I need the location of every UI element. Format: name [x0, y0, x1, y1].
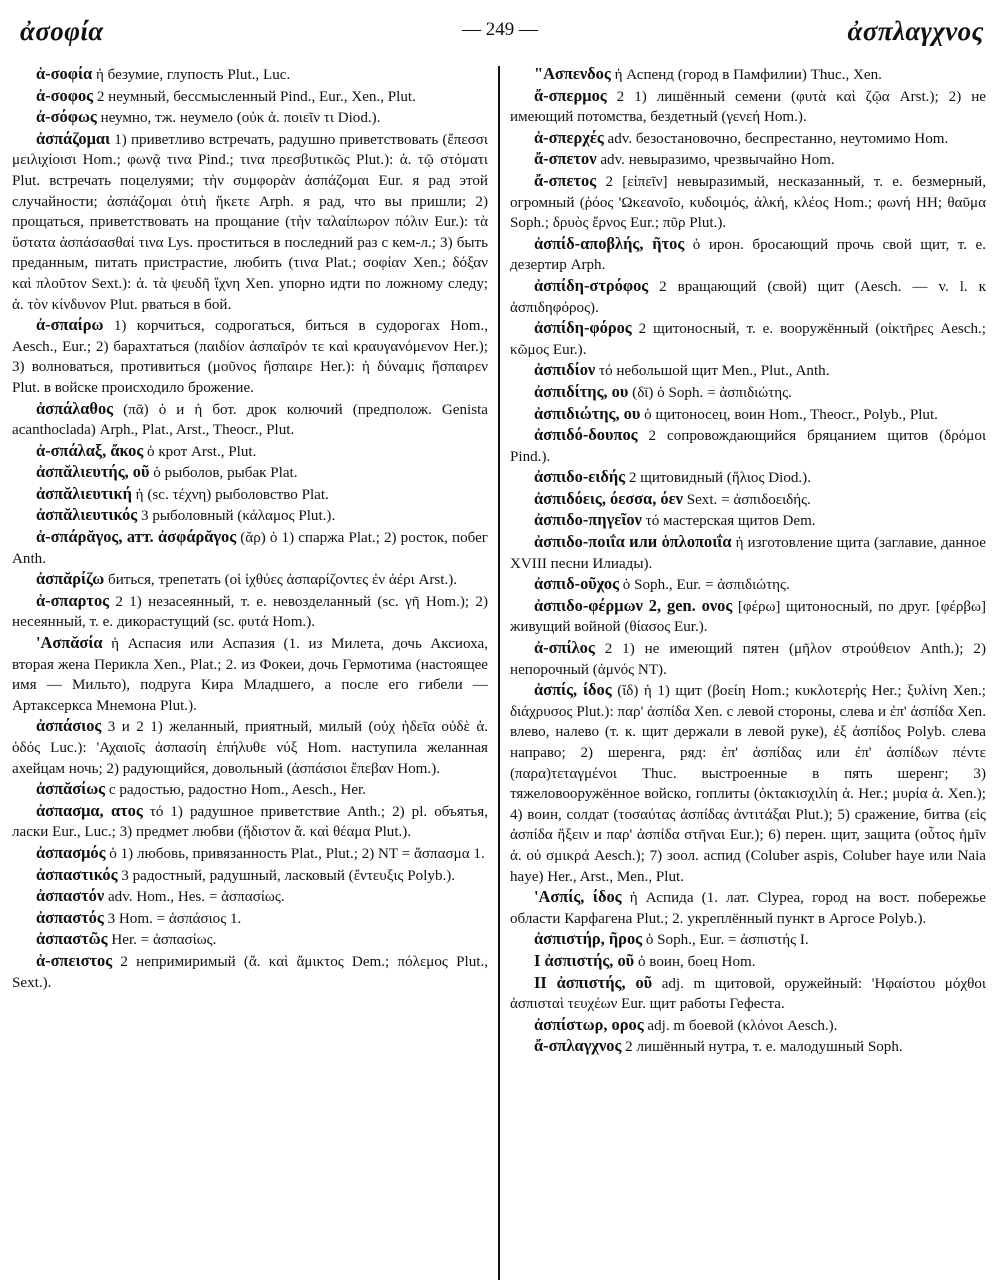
- dictionary-entry: [510, 128, 986, 150]
- entry-headword: II ἀσπιστής, οῦ: [534, 972, 653, 992]
- right-column: [510, 64, 986, 1282]
- dictionary-entry: [12, 484, 488, 506]
- dictionary-entry: [12, 865, 488, 887]
- dictionary-entry: [12, 951, 488, 993]
- entry-definition: Her. = ἀσπασίως.: [111, 932, 217, 949]
- dictionary-entry: [510, 574, 986, 596]
- dictionary-entry: [510, 638, 986, 680]
- entry-definition: ὁ Soph., Eur. = ἀσπιδιώτης.: [622, 577, 790, 594]
- entry-headword: ἀσπιδο-πηγεῖον: [534, 510, 642, 530]
- dictionary-entry: [12, 399, 488, 441]
- entry-headword: ἀσπᾰρίζω: [36, 569, 105, 589]
- entry-headword: ἄ-σπετος: [534, 170, 597, 190]
- dictionary-entry: [12, 929, 488, 951]
- dictionary-entry: [510, 680, 986, 887]
- entry-headword: ἀσπᾰλιευτικός: [36, 505, 138, 525]
- dictionary-entry: [510, 489, 986, 511]
- entry-definition: 2 непримиримый (ἄ. καὶ ἄμικτος Dem.; πόλεμος Plut., Sext.).: [12, 953, 488, 991]
- entry-definition: Sext. = ἀσπιδοειδής.: [686, 491, 811, 508]
- entry-definition: adv. невыразимо, чрезвычайно Hom.: [600, 152, 835, 169]
- entry-definition: ὁ крот Arst., Plut.: [147, 443, 257, 460]
- entry-definition: adj. m щитовой, оружейный: 'Ηφαίστου μόχθοι ἀσπισταὶ τευχέων Eur. щит работы Гефеста.: [510, 975, 986, 1013]
- header-left-guide-word: ἀσοφία: [20, 16, 104, 46]
- dictionary-entry: [510, 1015, 986, 1037]
- page-number: — 249 —: [462, 19, 538, 40]
- dictionary-entry: [510, 360, 986, 382]
- dictionary-entry: [510, 532, 986, 574]
- entry-headword: "Ασπενδος: [534, 64, 611, 83]
- entry-headword: ἀσπιδίον: [534, 360, 596, 380]
- dictionary-entry: [510, 887, 986, 929]
- entry-definition: ὁ ирон. бросающий прочь свой щит, т. е. дезертир Arph.: [510, 236, 986, 274]
- dictionary-entry: [510, 86, 986, 128]
- entry-definition: 2 [εἰπεῖν] невыразимый, несказанный, т. е. безмерный, огромный (ῥόος 'Ωκεανοῖο, κυδοιμός, ἀλκή, κλέος Hom.; φωνή HH; θαῦμα Soph.; δρυὸς ἔρνος Eur.; πῦρ Plut.).: [510, 173, 986, 232]
- entry-definition: ὁ Soph., Eur. = ἀσπιστής I.: [645, 932, 809, 949]
- entry-headword: I ἀσπιστής, οῦ: [534, 950, 635, 970]
- entry-definition: ἡ безумие, глупость Plut., Luc.: [95, 67, 291, 83]
- left-column: [12, 64, 488, 1282]
- entry-definition: [φέρω] щитоносный, по друг. [φέρβω] живущий войной (θίασος Eur.).: [510, 598, 986, 636]
- entry-headword: ἀσπᾰσίως: [36, 779, 106, 799]
- entry-definition: τό мастерская щитов Dem.: [645, 513, 816, 530]
- entry-definition: τό небольшой щит Men., Plut., Anth.: [599, 363, 830, 380]
- entry-headword: ἀσπιστήρ, ῆρος: [534, 929, 643, 949]
- entry-definition: (ῐδ) ἡ 1) щит (βοείη Hom.; κυκλοτερής Her.; ξυλίνη Xen.; διάχρυσος Plut.): παρ' ἀσπίδα Xen. с левой стороны, слева и ἐπ' ἀσπίδα Xen. влево, налево (т. к. щит держали в левой руке), ἐξ ἀσπίδος Polyb. слева направо; 2) шеренга, ряд: ἐπ' ἀσπίδας или ἐπ' ἀσπίδων πέντε (παρα)τεταγμένοι Thuc. выстроенные в пять шеренг; 3) тяжеловооружённое войско, гоплиты (ὀκτακισχιλίη ἀ. Her.; μυρία ἀ. Xen.); 4) воин, солдат (τοσαύτας ἀσπίδας ἀντιτάξαι Plut.); 5) сражение, битва (εἰς ἀσπίδα ἥξειν и παρ' ἀσπίδα στῆναι Eur.); 6) перен. щит, защита (οὗτος ἡμῖν ἀ. οὐ σμικρά Aesch.); 7) зоол. аспид (Coluber aspis, Coluber haye или Naia haye) Her., Arst., Men., Plut.: [510, 683, 986, 885]
- entry-headword: ἀ-σπάλαξ, ἄκος: [36, 440, 144, 460]
- entry-definition: adv. безостановочно, беспрестанно, неутомимо Hom.: [607, 130, 949, 147]
- entry-headword: ἄ-σπλαγχνος: [534, 1036, 622, 1056]
- dictionary-entry: [510, 1036, 986, 1058]
- entry-headword: ἀσπάζομαι: [36, 128, 111, 148]
- entry-definition: с радостью, радостно Hom., Aesch., Her.: [108, 782, 367, 799]
- entry-headword: ἀσπαστόν: [36, 886, 105, 906]
- dictionary-entry: [12, 462, 488, 484]
- entry-definition: 3 радостный, радушный, ласковый (ἔντευξις Polyb.).: [121, 867, 456, 884]
- entry-headword: ἀσπιδόεις, όεσσα, όεν: [534, 488, 683, 508]
- dictionary-entry: [12, 505, 488, 527]
- entry-headword: ἀσπίστωρ, ορος: [534, 1014, 644, 1034]
- entry-headword: ἀσπασμα, ατος: [36, 800, 143, 820]
- entry-definition: ὁ 1) любовь, привязанность Plat., Plut.; 2) NT = ἄσπασμα 1.: [109, 845, 485, 862]
- entry-headword: ἄ-σπερμος: [534, 85, 607, 105]
- entry-headword: ἀ-σπίλος: [534, 638, 595, 658]
- dictionary-entry: [510, 64, 986, 86]
- entry-headword: 'Ασπᾰσία: [36, 633, 103, 653]
- entry-definition: 2 сопровождающийся бряцанием щитов (δρόμοι Pind.).: [510, 428, 986, 465]
- entry-definition: ἡ (sc. τέχνη) рыболовство Plat.: [135, 486, 329, 503]
- entry-headword: ἀσπιδο-ειδής: [534, 467, 626, 487]
- entry-headword: ἀσπᾰλιευτής, οῦ: [36, 462, 150, 482]
- entry-definition: 2 неумный, бессмысленный Pind., Eur., Xen., Plut.: [96, 88, 416, 105]
- dictionary-entry: [510, 510, 986, 532]
- dictionary-entry: [510, 467, 986, 489]
- entry-definition: (ᾰρ) ὁ 1) спаржа Plat.; 2) росток, побег Anth.: [12, 530, 488, 567]
- dictionary-entry: [12, 886, 488, 908]
- header-right-guide-word: ἀσπλαγχνος: [847, 16, 984, 46]
- entry-headword: ἀσπιδ-οῦχος: [534, 574, 620, 594]
- entry-headword: ἀσπαστός: [36, 907, 104, 927]
- entry-definition: 2 щитоносный, т. е. вооружённый (οἰκτῆρες Aesch.; κῶμος Eur.).: [510, 321, 986, 358]
- dictionary-entry: [12, 527, 488, 569]
- entry-definition: adj. m боевой (κλόνοι Aesch.).: [647, 1017, 838, 1034]
- entry-headword: ἀσπιδο-φέρμων 2, gen. ονος: [534, 595, 733, 615]
- entry-definition: ἡ Аспенд (город в Памфилии) Thuc., Xen.: [614, 67, 882, 83]
- entry-headword: ἀσπιδο-ποιΐα или ὁπλοποιΐα: [534, 532, 732, 552]
- entry-definition: ὁ щитоносец, воин Hom., Theocr., Polyb., Plut.: [644, 406, 938, 423]
- entry-headword: ἀσπίδη-στρόφος: [534, 275, 649, 295]
- entry-definition: 2 1) не имеющий пятен (μῆλον στρούθειον Anth.); 2) непорочный (ἀμνός NT).: [510, 641, 986, 678]
- dictionary-entry: [510, 404, 986, 426]
- page-header: [14, 10, 986, 54]
- entry-headword: ἀσπίς, ίδος: [534, 680, 612, 700]
- entry-definition: неумно, тж. неумело (οὐκ ἀ. ποιεῖν τι Diod.).: [100, 110, 381, 127]
- entry-definition: ὁ рыболов, рыбак Plat.: [153, 465, 298, 482]
- entry-definition: 1) корчиться, содрогаться, биться в судорогах Hom., Aesch., Eur.; 2) барахтаться (παιδίον ἀσπαῖρόν τε καὶ κραυγανόμενον Her.); 3) волноваться, противиться (μοῦνος ἤσπαιρε Her.): ἡ δύναμις ἤσπαιρεν Plut. в войске происходило брожение.: [12, 318, 488, 396]
- entry-definition: (δῑ) ὁ Soph. = ἀσπιδιώτης.: [632, 384, 792, 401]
- dictionary-entry: [510, 276, 986, 318]
- entry-definition: τό 1) радушное приветствие Anth.; 2) pl. объятья, ласки Eur., Luc.; 3) предмет любви (ἥδιστον ἄ. καὶ θέαμα Plut.).: [12, 803, 488, 841]
- dictionary-entry: [12, 315, 488, 398]
- dictionary-entry: [510, 382, 986, 404]
- entry-headword: ἀσπαστῶς: [36, 929, 108, 949]
- dictionary-entry: [510, 149, 986, 171]
- entry-headword: ἀσπιδιώτης, ου: [534, 403, 641, 423]
- entry-headword: ἀσπάλαθος: [36, 398, 114, 418]
- dictionary-entry: [510, 951, 986, 973]
- entry-definition: ἡ изготовление щита (заглавие, данное XVIII песни Илиады).: [510, 535, 986, 572]
- entry-headword: ἀσπᾰλιευτική: [36, 483, 132, 503]
- entry-headword: ἀ-σπερχές: [534, 127, 604, 147]
- dictionary-entry: [12, 779, 488, 801]
- dictionary-entry: [12, 441, 488, 463]
- dictionary-entry: [12, 908, 488, 930]
- entry-definition: 1) приветливо встречать, радушно приветствовать (ἔπεσσι μειλιχίοισι Hom.; φωνᾷ τινα Pind.; τινα πρεσβυτικῶς Plut.): ἀ. τῷ στόματι Plut. встречать поцелуями; τὴν συμφορὰν ἀσπάζομαι Eur. я рад этой случайности; ἀσπάζομαι ὁτιὴ ἥκετε Arph. я рад, что вы пришли; 2) прощаться, приветствовать на прощание (τὴν ταλαίπωρον πόλιν Eur.): τὰ ὕστατα ἀσπάσασθαί τινα Lys. проститься в последний раз с кем-л.; 3) быть преданным, питать пристрастие, любить (τινα Plat.; σοφίαν Xen.; δόξαν καὶ πλοῦτον Sext.): ἀ. τὰ ψευδῆ ἴχνη Xen. упорно идти по ложному следу; ἀ. τὸν κίνδυνον Plut. рваться в бой.: [12, 131, 488, 313]
- entry-headword: ἀ-σπαρτος: [36, 590, 110, 610]
- entry-headword: ἀ-σόφως: [36, 107, 97, 127]
- entry-headword: ἀσπίδη-φόρος: [534, 318, 632, 338]
- entry-definition: 2 вращающий (свой) щит (Aesch. — v. l. к ἀσπιδηφόρος).: [510, 278, 986, 316]
- entry-definition: ἡ Аспида (1. лат. Clypea, город на вост. побережье области Карфагена Plut.; 2. укреплённый пункт в Аргосе Polyb.).: [510, 890, 986, 927]
- entry-headword: ἀσπαστικός: [36, 864, 118, 884]
- entry-headword: ἀ-σοφος: [36, 85, 94, 105]
- dictionary-entry: [12, 801, 488, 843]
- dictionary-entry: [12, 569, 488, 591]
- dictionary-entry: [12, 129, 488, 315]
- dictionary-entry: [12, 843, 488, 865]
- dictionary-entry: [12, 86, 488, 108]
- dictionary-entry: [12, 64, 488, 86]
- entry-definition: 2 лишённый нутра, т. е. малодушный Soph.: [625, 1039, 903, 1056]
- entry-headword: ἀ-σπαίρω: [36, 315, 104, 335]
- dictionary-entry: [510, 425, 986, 467]
- entry-definition: adv. Hom., Hes. = ἀσπασίως.: [107, 889, 285, 906]
- entry-headword: ἀσπασμός: [36, 842, 106, 862]
- entry-definition: 2 1) лишённый семени (φυτὰ καὶ ζῷα Arst.); 2) не имеющий потомства, бездетный (γενεή Hom.).: [510, 88, 986, 126]
- dictionary-entry: [510, 171, 986, 234]
- entry-definition: 3 рыболовный (κάλαμος Plut.).: [141, 508, 336, 525]
- entry-definition: ἡ Аспасия или Аспазия (1. из Милета, дочь Аксиоха, вторая жена Перикла Xen., Plat.; 2. из Фокеи, дочь Гермотима (настоящее имя — Мильто), подруга Кира Младшего, а после его гибели — Артаксеркса Мнемона Plut.).: [12, 636, 488, 714]
- entry-definition: (πᾶ) ὁ и ἡ бот. дрок колючий (предполож. Genista acanthoclada) Arph., Plat., Arst., Theocr., Plut.: [12, 401, 488, 439]
- entry-headword: ἀσπιδίτης, ου: [534, 381, 629, 401]
- dictionary-entry: [12, 633, 488, 716]
- entry-headword: ἀσπάσιος: [36, 716, 102, 736]
- dictionary-entry: [510, 318, 986, 360]
- entry-headword: 'Ασπίς, ίδος: [534, 887, 622, 907]
- entry-headword: ἀ-σπάρᾰγος, атт. ἀσφάρᾰγος: [36, 527, 237, 547]
- dictionary-entry: [510, 973, 986, 1015]
- entry-definition: биться, трепетать (οἱ ἰχθύες ἀσπαρίζοντες ἐν ἀέρι Arst.).: [108, 572, 458, 589]
- entry-definition: 2 1) незасеянный, т. е. невозделанный (sc. γῆ Hom.); 2) несеянный, т. е. дикорастущий (sc. φυτά Hom.).: [12, 593, 488, 631]
- dictionary-entry: [510, 929, 986, 951]
- entry-headword: ἀσπιδό-δουπος: [534, 425, 638, 445]
- entry-headword: ἄ-σπετον: [534, 149, 597, 169]
- entry-definition: 3 и 2 1) желанный, приятный, милый (οὐχ ἡδεῖα οὐδὲ ἀ. ὁδός Luc.): 'Αχαιοῖς ἀσπασίη ἐπήλυθε νύξ Hom. наступила желанная ахейцам ночь; 2) радующийся, довольный (ἀσπάσιοι ἔπεβαν Hom.).: [12, 719, 488, 777]
- entry-definition: 3 Hom. = ἀσπάσιος 1.: [107, 910, 242, 927]
- entry-headword: ἀ-σοφία: [36, 64, 93, 83]
- dictionary-entry: [510, 596, 986, 638]
- entry-headword: ἀ-σπειστος: [36, 950, 113, 970]
- entry-definition: ὁ воин, боец Hom.: [637, 953, 756, 970]
- entry-definition: 2 щитовидный (ἥλιος Diod.).: [628, 470, 811, 487]
- dictionary-entry: [12, 716, 488, 779]
- entry-headword: ἀσπίδ-αποβλής, ῆτος: [534, 233, 685, 253]
- column-divider: [498, 66, 500, 1280]
- dictionary-entry: [510, 234, 986, 276]
- dictionary-entry: [12, 591, 488, 633]
- dictionary-entry: [12, 107, 488, 129]
